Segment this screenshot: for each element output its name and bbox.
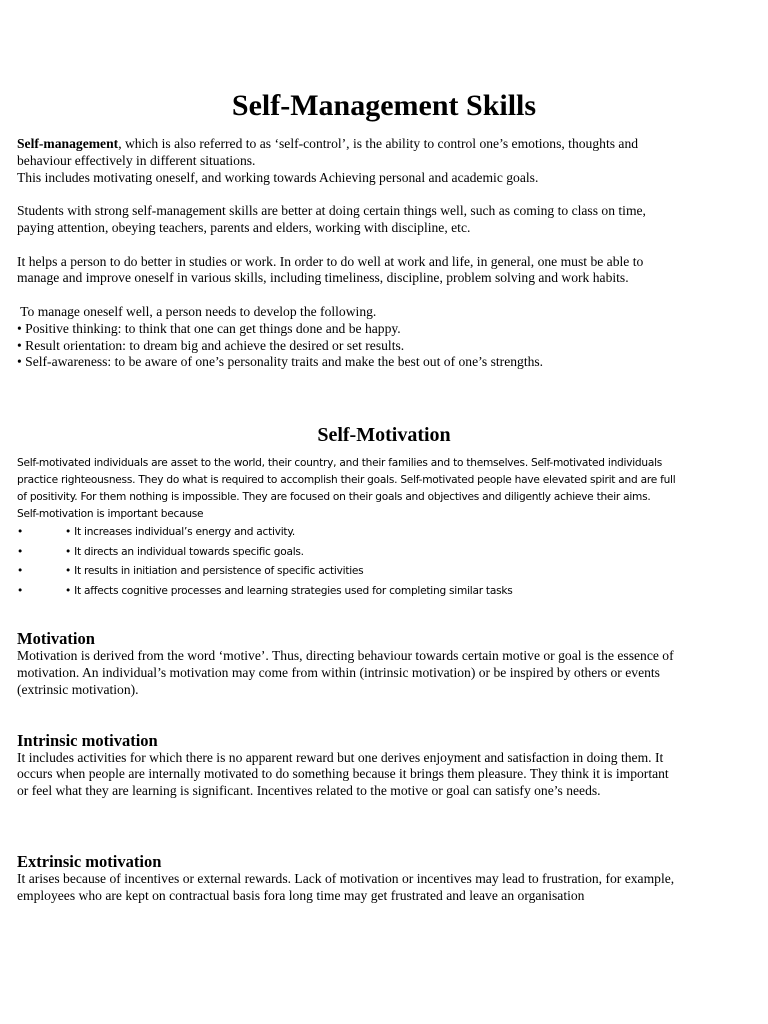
intro-line-1: [17, 136, 768, 153]
self-motivation-bullet-list: [17, 523, 768, 601]
page-title: Self-Management Skills: [231, 89, 537, 122]
bullet-marker: •: [17, 526, 23, 539]
list-item-text: • It results in initiation and persistence of specific activities: [65, 565, 364, 578]
motivation-heading: Motivation: [17, 629, 95, 649]
intro-term: Self-management: [17, 136, 119, 151]
list-item-text: • It affects cognitive processes and learning strategies used for completing similar tasks: [65, 584, 513, 597]
motivation-line-1: Motivation is derived from the word ‘motive’. Thus, directing behaviour towards certain motive or goal is the essence of: [17, 648, 674, 664]
self-motivation-line-3: of positivity. For them nothing is impossible. They are focused on their goals and objectives and diligently achieve their aims.: [17, 491, 651, 504]
intro-line-2: behaviour effectively in different situations.: [17, 152, 256, 168]
list-item-text: • It directs an individual towards specific goals.: [65, 545, 304, 558]
para4-line-3: • Result orientation: to dream big and achieve the desired or set results.: [17, 337, 405, 353]
para4-line-2: • Positive thinking: to think that one can get things done and be happy.: [17, 320, 401, 336]
motivation-line-3: (extrinsic motivation).: [17, 681, 139, 697]
bullet-marker: •: [17, 545, 23, 558]
list-item: [17, 562, 768, 582]
self-motivation-heading: Self-Motivation: [317, 424, 451, 447]
intrinsic-line-2: occurs when people are internally motivated to do something because it brings them pleasure. They think it is important: [17, 766, 669, 782]
intro-line-1-rest: , which is also referred to as ‘self-control’, is the ability to control one’s emotions, thoughts and: [118, 136, 639, 151]
intrinsic-line-3: or feel what they are learning is significant. Incentives related to the motive or goal can satisfy one’s needs.: [17, 783, 601, 799]
motivation-line-2: motivation. An individual’s motivation may come from within (intrinsic motivation) or be inspired by others or events: [17, 664, 660, 680]
bullet-marker: •: [17, 565, 23, 578]
self-motivation-line-1: Self-motivated individuals are asset to the world, their country, and their families and to themselves. Self-motivated individuals: [17, 457, 663, 470]
intrinsic-heading: Intrinsic motivation: [17, 730, 158, 750]
list-item: [17, 543, 768, 563]
bullet-marker: •: [17, 584, 23, 597]
intrinsic-line-1: It includes activities for which there is no apparent reward but one derives enjoyment and satisfaction in doing them. It: [17, 749, 664, 765]
para4-line-4: • Self-awareness: to be aware of one’s personality traits and make the best out of one’s strengths.: [17, 354, 544, 370]
self-motivation-line-4: Self-motivation is important because: [17, 508, 204, 521]
extrinsic-heading: Extrinsic motivation: [17, 851, 162, 871]
para2-line-1: Students with strong self-management skills are better at doing certain things well, such as coming to class on time,: [17, 203, 646, 219]
para3-line-1: It helps a person to do better in studies or work. In order to do well at work and life, in general, one must be able to: [17, 253, 644, 269]
extrinsic-line-1: It arises because of incentives or external rewards. Lack of motivation or incentives may lead to frustration, for example,: [17, 870, 675, 886]
extrinsic-line-2: employees who are kept on contractual basis fora long time may get frustrated and leave an organisation: [17, 887, 585, 903]
self-motivation-line-2: practice righteousness. They do what is required to accomplish their goals. Self-motivated people have elevated spirit and are full: [17, 474, 676, 487]
list-item: [17, 523, 768, 543]
intro-line-3: This includes motivating oneself, and working towards Achieving personal and academic goals.: [17, 169, 539, 185]
para2-line-2: paying attention, obeying teachers, parents and elders, working with discipline, etc.: [17, 219, 471, 235]
list-item: [17, 582, 768, 602]
list-item-text: • It increases individual’s energy and activity.: [65, 526, 295, 539]
para4-line-1: To manage oneself well, a person needs to develop the following.: [17, 303, 377, 319]
para3-line-2: manage and improve oneself in various skills, including timeliness, discipline, problem solving and work habits.: [17, 270, 629, 286]
